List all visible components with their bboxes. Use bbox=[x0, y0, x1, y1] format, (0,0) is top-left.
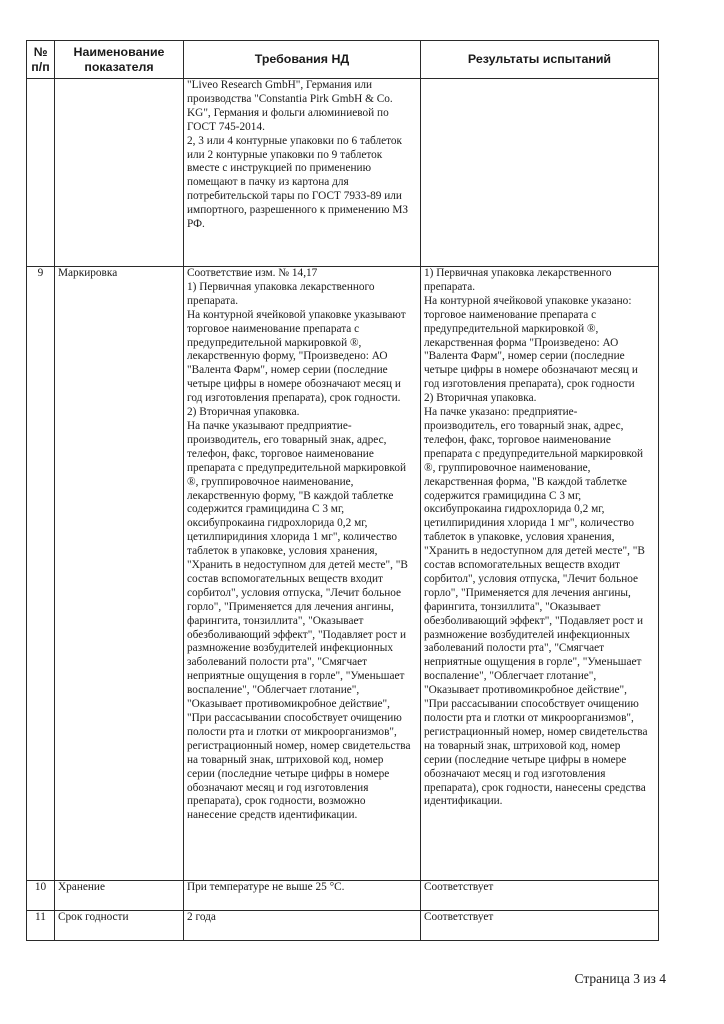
row-indicator-name: Хранение bbox=[55, 881, 184, 911]
header-number: № п/п bbox=[27, 41, 55, 79]
header-requirements: Требования НД bbox=[184, 41, 421, 79]
row-indicator-name: Маркировка bbox=[55, 267, 184, 881]
row-requirements: Соответствие изм. № 14,17 1) Первичная упаковка лекарственного препарата. На контурной ячейковой упаковке указывают торговое наименование препарата с предупредительной маркировкой ®, лекарственную форму, "Произведено: АО "Валента Фарм", номер серии (последние четыре цифры в номере обозначают месяц и год изготовления препарата), срок годности. 2) Вторичная упаковка. На пачке указывают предприятие- производитель, его товарный знак, адрес, телефон, факс, торговое наименование препарата с предупредительной маркировкой ®, группировочное наименование, лекарственную форму, "В каждой таблетке содержится грамицидина С 3 мг, оксибупрокаина гидрохлорида 0,2 мг, цетилпиридиния хлорида 1 мг", количество таблеток в упаковке, условия хранения, "Хранить в недоступном для детей месте", "В состав вспомогательных веществ входит сорбитол", условия отпуска, "Лечит больное горло", "Применяется для лечения ангины, фарингита, тонзиллита", "Оказывает обезболивающий эффект", "Подавляет рост и размножение возбудителей инфекционных заболеваний полости рта", "Смягчает неприятные ощущения в горле", "Уменьшает воспаление", "Облегчает глотание", "Оказывает противомикробное действие", "При рассасывании способствует очищению полости рта и глотки от микроорганизмов", регистрационный номер, номер свидетельства на товарный знак, штриховой код, номер серии (последние четыре цифры в номере обозначают месяц и год изготовления препарата), срок годности, возможно нанесение средств идентификации. bbox=[184, 267, 421, 881]
row-number: 11 bbox=[27, 911, 55, 941]
row-indicator-name: Срок годности bbox=[55, 911, 184, 941]
table-row-storage bbox=[27, 881, 659, 911]
row-results bbox=[421, 79, 659, 267]
table-row-labeling bbox=[27, 267, 659, 881]
table-header-row bbox=[27, 41, 659, 79]
row-results: Соответствует bbox=[421, 881, 659, 911]
table-row-shelf-life bbox=[27, 911, 659, 941]
row-results: Соответствует bbox=[421, 911, 659, 941]
page-number: Страница 3 из 4 bbox=[574, 971, 666, 986]
row-results: 1) Первичная упаковка лекарственного препарата. На контурной ячейковой упаковке указано: торговое наименование препарата с предупредительной маркировкой ®, лекарственная форма "Произведено: АО "Валента Фарм", номер серии (последние четыре цифры в номере обозначают месяц и год изготовления препарата), срок годности 2) Вторичная упаковка. На пачке указано: предприятие- производитель, его товарный знак, адрес, телефон, факс, торговое наименование препарата с предупредительной маркировкой ®, группировочное наименование, лекарственная форма, "В каждой таблетке содержится грамицидина С 3 мг, оксибупрокаина гидрохлорида 0,2 мг, цетилпиридиния хлорида 1 мг", количество таблеток в упаковке, условия хранения, "Хранить в недоступном для детей месте", "В состав вспомогательных веществ входит сорбитол", условия отпуска, "Лечит больное горло", "Применяется для лечения ангины, фарингита, тонзиллита", "Оказывает обезболивающий эффект", "Подавляет рост и размножение возбудителей инфекционных заболеваний полости рта", "Смягчает неприятные ощущения в горле", "Уменьшает воспаление", "Облегчает глотание", "Оказывает противомикробное действие", "При рассасывании способствует очищению полости рта и глотки от микроорганизмов", регистрационный номер, номер свидетельства на товарный знак, штриховой код, номер серии (последние четыре цифры в номере обозначают месяц и год изготовления препарата), срок годности, нанесены средства идентификации. bbox=[421, 267, 659, 881]
row-indicator-name bbox=[55, 79, 184, 267]
table-row-packaging-continued bbox=[27, 79, 659, 267]
row-number: 10 bbox=[27, 881, 55, 911]
row-requirements: "Liveo Research GmbH", Германия или производства "Constantia Pirk GmbH & Co. KG", Германия и фольги алюминиевой по ГОСТ 745-2014. 2, 3 или 4 контурные упаковки по 6 таблеток или 2 контурные упаковки по 9 таблеток вместе с инструкцией по применению помещают в пачку из картона для потребительской тары по ГОСТ 7933-89 или импортного, разрешенного к применению МЗ РФ. bbox=[184, 79, 421, 267]
header-indicator-name: Наименование показателя bbox=[55, 41, 184, 79]
row-requirements: 2 года bbox=[184, 911, 421, 941]
specification-table bbox=[26, 40, 659, 941]
header-results: Результаты испытаний bbox=[421, 41, 659, 79]
row-requirements: При температуре не выше 25 °С. bbox=[184, 881, 421, 911]
row-number: 9 bbox=[27, 267, 55, 881]
row-number bbox=[27, 79, 55, 267]
